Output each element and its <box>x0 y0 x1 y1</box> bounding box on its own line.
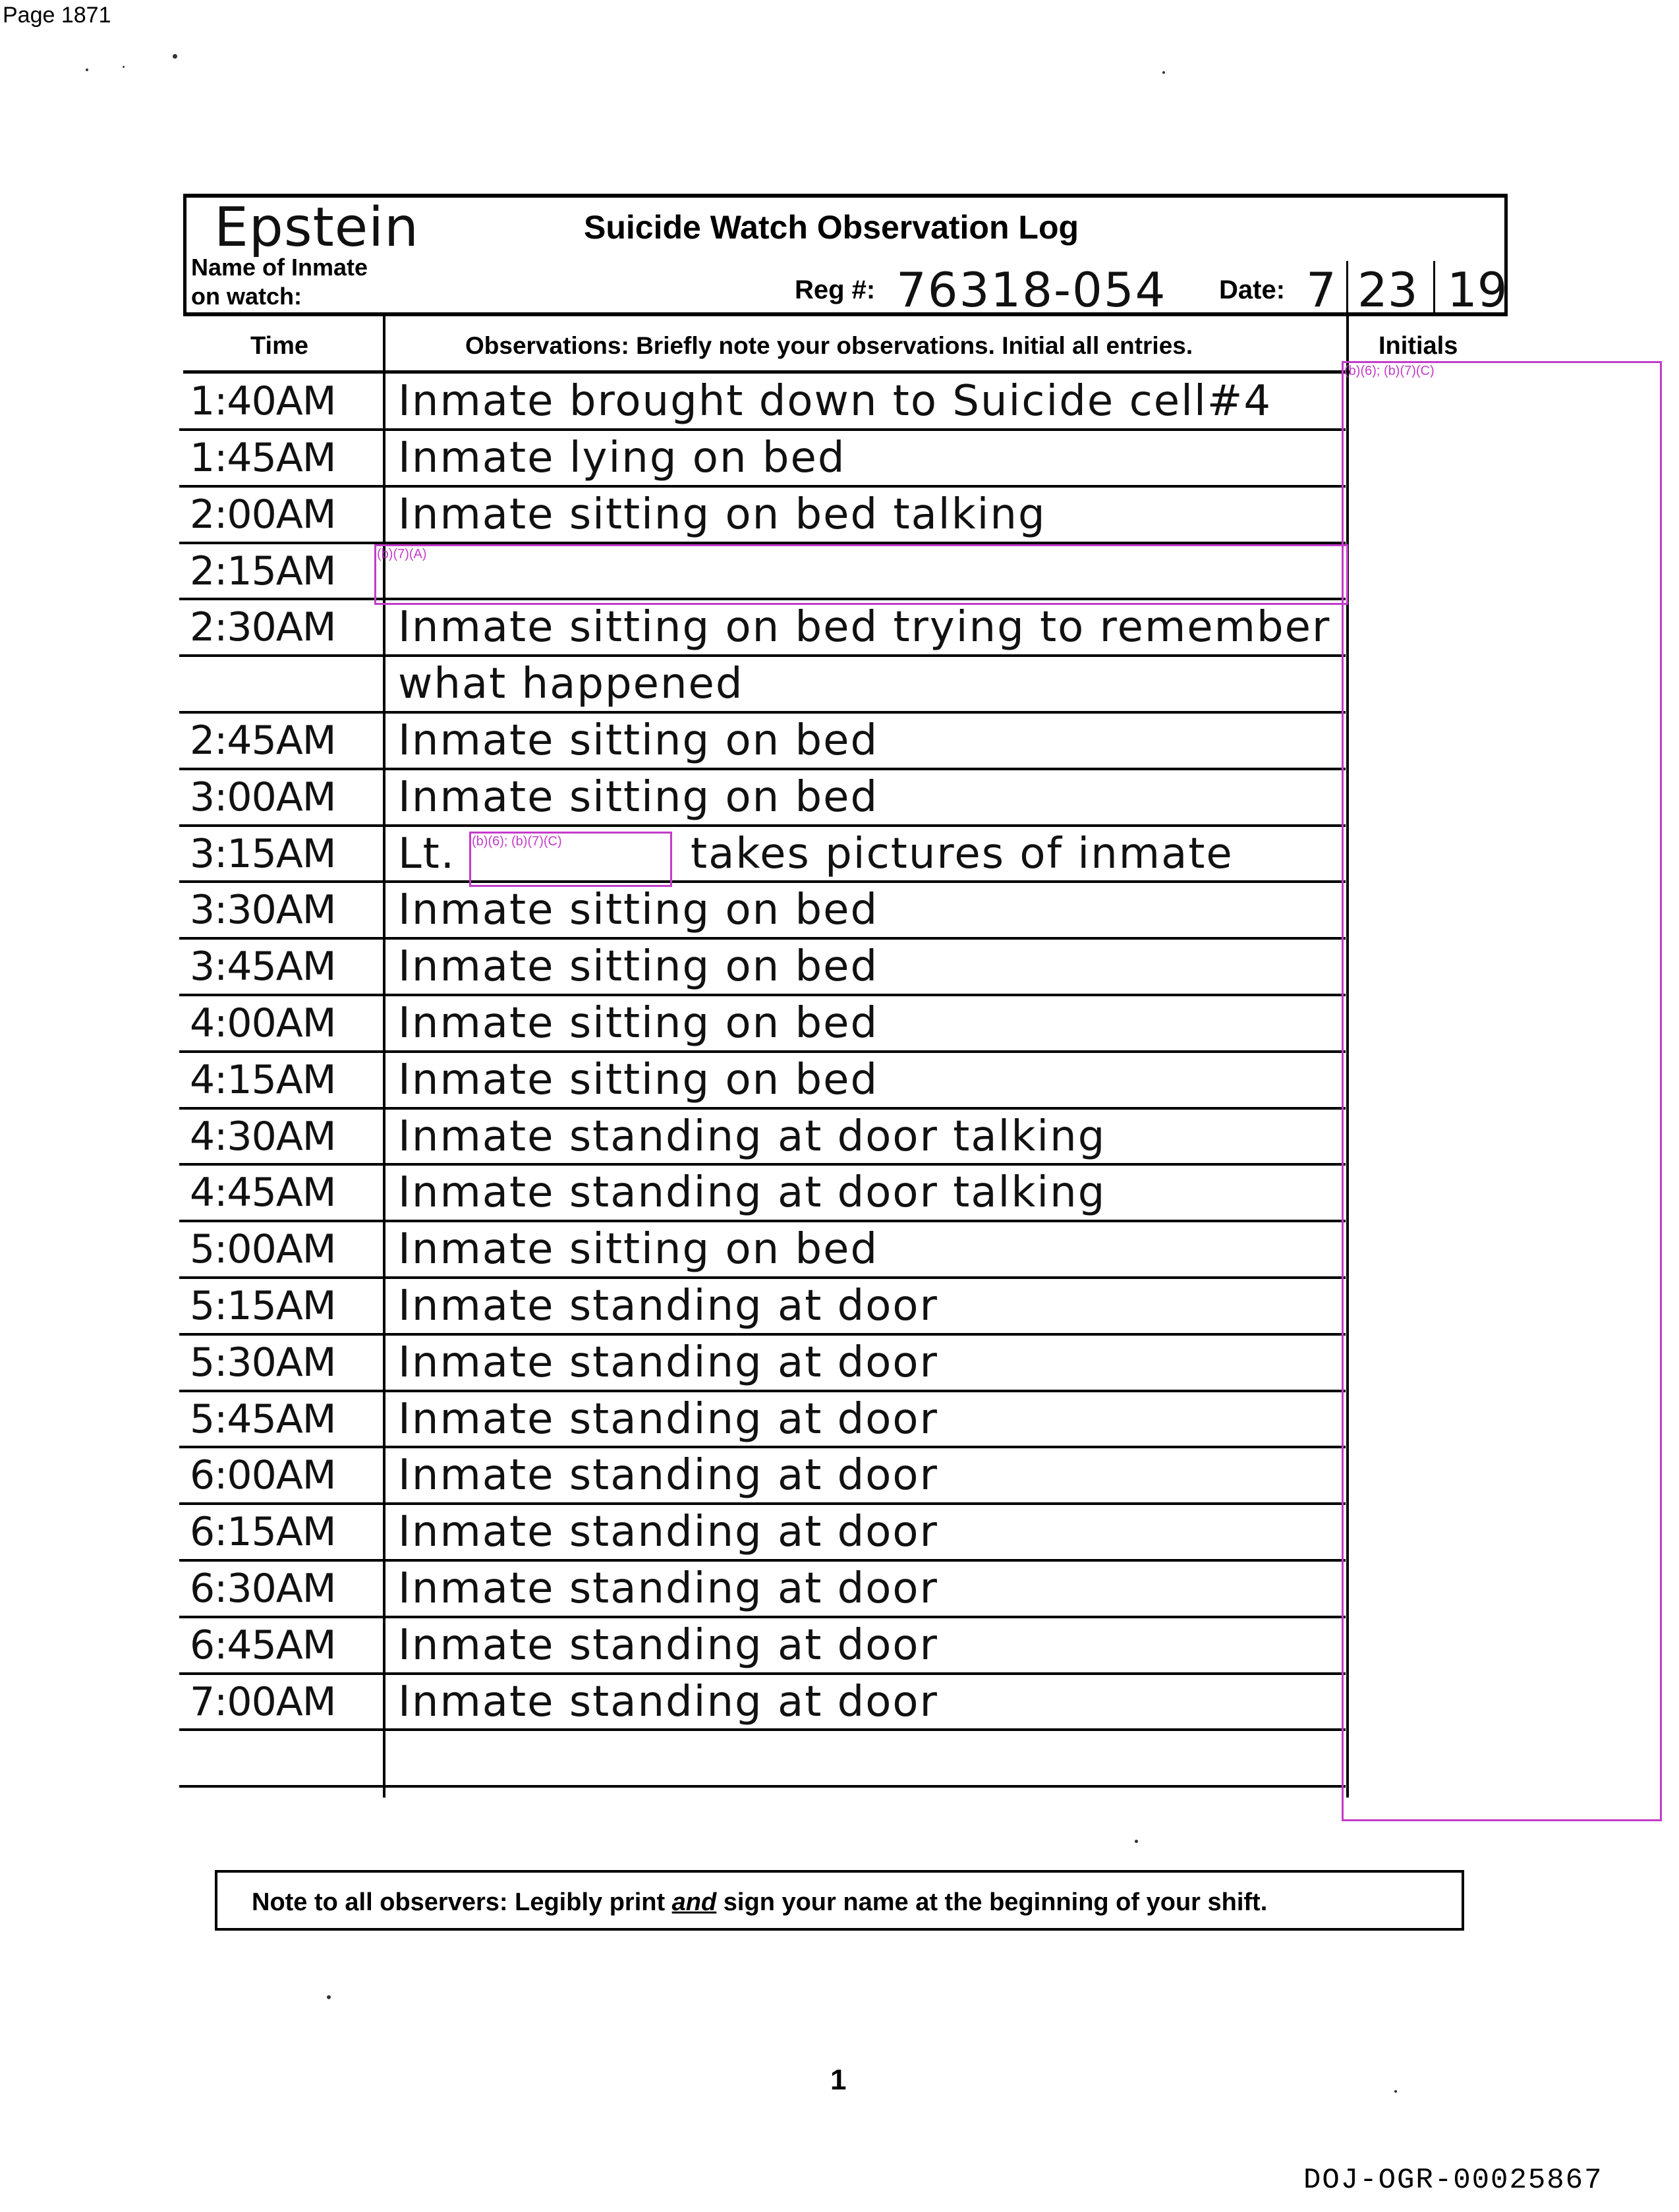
row-line <box>179 485 1346 488</box>
redaction-label: (b)(6); (b)(7)(C) <box>1344 364 1435 378</box>
entry-time: 5:00AM <box>190 1226 336 1273</box>
row-line <box>179 1050 1346 1053</box>
entry-time: 6:45AM <box>190 1622 336 1668</box>
note-text <box>252 1888 1267 1917</box>
date-label: Date: <box>1219 275 1286 304</box>
note-text-before: Note to all observers: Legibly print <box>252 1888 672 1916</box>
row-line <box>179 880 1346 883</box>
entry-observation: Inmate standing at door <box>398 1620 938 1670</box>
entry-time: 6:15AM <box>190 1509 336 1556</box>
col-header-time: Time <box>250 332 309 360</box>
entry-observation: Inmate sitting on bed <box>398 886 879 935</box>
entry-observation: Inmate sitting on bed talking <box>398 490 1046 539</box>
entry-time: 2:15AM <box>190 548 336 594</box>
entry-observation: Inmate sitting on bed <box>398 1225 879 1274</box>
entry-observation: Inmate standing at door talking <box>398 1168 1106 1218</box>
row-line <box>179 542 1346 544</box>
bates-number: DOJ-OGR-00025867 <box>1303 2164 1603 2197</box>
scan-speck <box>123 66 125 68</box>
entry-time: 4:15AM <box>190 1056 336 1103</box>
row-line <box>179 1220 1346 1222</box>
entry-observation: Inmate standing at door <box>398 1564 938 1613</box>
entry-observation: Inmate standing at door <box>398 1508 938 1557</box>
entry-time: 6:30AM <box>190 1566 336 1612</box>
entry-observation: Inmate standing at door <box>398 1282 938 1330</box>
row-line <box>179 824 1346 827</box>
scan-speck <box>1394 2090 1397 2093</box>
entry-observation: Inmate sitting on bed trying to remember <box>398 603 1331 652</box>
row-line <box>179 428 1346 431</box>
row-line <box>179 1502 1346 1505</box>
row-line <box>179 1616 1346 1618</box>
entry-time: 4:00AM <box>190 1000 336 1046</box>
name-label: Name of Inmate on watch: <box>191 254 368 310</box>
scan-speck <box>327 1995 331 1999</box>
entry-observation: Inmate sitting on bed <box>398 1055 879 1104</box>
entry-time: 3:30AM <box>190 887 336 934</box>
date-separator <box>1433 261 1435 314</box>
entry-observation: Inmate standing at door <box>398 1338 938 1387</box>
note-box <box>215 1870 1464 1931</box>
redaction-row-215 <box>374 544 1348 605</box>
row-line <box>179 654 1346 657</box>
entry-time: 2:30AM <box>190 604 336 651</box>
entry-observation: Inmate sitting on bed <box>398 772 879 822</box>
entry-time: 4:45AM <box>190 1170 336 1216</box>
scan-speck <box>1135 1840 1138 1843</box>
row-line <box>179 1785 1346 1788</box>
entry-observation: Inmate sitting on bed <box>398 942 879 992</box>
entry-time: 3:45AM <box>190 944 336 990</box>
entry-time: 1:45AM <box>190 435 336 481</box>
entry-time: 5:30AM <box>190 1339 336 1386</box>
entry-time: 4:30AM <box>190 1113 336 1160</box>
entry-time: 2:45AM <box>190 718 336 764</box>
entry-observation: Inmate sitting on bed <box>398 716 879 765</box>
entry-observation: Inmate standing at door <box>398 1451 938 1500</box>
entry-observation: Lt. <box>398 829 456 878</box>
row-line <box>179 1446 1346 1448</box>
entry-observation: Inmate lying on bed <box>398 434 846 482</box>
row-line <box>179 1107 1346 1110</box>
entry-observation-continued: takes pictures of inmate <box>691 829 1234 878</box>
entry-observation: what happened <box>398 660 744 709</box>
row-line <box>179 1390 1346 1392</box>
col-header-initials: Initials <box>1379 332 1458 360</box>
scan-speck <box>173 54 177 59</box>
scan-speck <box>86 69 88 71</box>
entry-time: 7:00AM <box>190 1678 336 1725</box>
page-label: Page 1871 <box>3 3 111 28</box>
reg-number: 76318-054 <box>896 262 1167 318</box>
row-line <box>179 1728 1346 1731</box>
entry-time: 5:15AM <box>190 1283 336 1329</box>
row-line <box>179 937 1346 940</box>
inmate-name: Epstein <box>214 196 419 259</box>
row-line <box>179 1333 1346 1336</box>
note-text-after: sign your name at the beginning of your shift. <box>716 1888 1268 1916</box>
entry-time: 1:40AM <box>190 378 336 425</box>
row-line <box>179 1163 1346 1166</box>
redaction-initials-column <box>1342 361 1662 1821</box>
date-day: 23 <box>1357 262 1418 318</box>
col-header-observations: Observations: Briefly note your observations. Initial all entries. <box>465 332 1193 359</box>
date-separator <box>1346 261 1348 314</box>
redaction-label: (b)(7)(A) <box>377 547 427 561</box>
form-title: Suicide Watch Observation Log <box>584 209 1079 246</box>
page-number: 1 <box>830 2064 847 2096</box>
row-line <box>179 768 1346 770</box>
entry-observation: Inmate brought down to Suicide cell#4 <box>398 377 1272 426</box>
row-line <box>179 1672 1346 1675</box>
reg-label: Reg #: <box>795 275 876 304</box>
row-line <box>179 1559 1346 1562</box>
entry-time: 3:00AM <box>190 774 336 820</box>
entry-observation: Inmate standing at door <box>398 1677 938 1726</box>
entry-time: 2:00AM <box>190 491 336 538</box>
row-line <box>179 994 1346 996</box>
entry-observation: Inmate standing at door talking <box>398 1112 1106 1161</box>
note-text-emphasis: and <box>671 1888 717 1916</box>
entry-time: 5:45AM <box>190 1396 336 1442</box>
scan-speck <box>1162 71 1165 74</box>
entry-observation: Inmate sitting on bed <box>398 999 879 1048</box>
entry-time: 6:00AM <box>190 1452 336 1499</box>
redaction-label: (b)(6); (b)(7)(C) <box>472 834 562 849</box>
date-year: 19 <box>1447 262 1508 318</box>
entry-time: 3:15AM <box>190 830 336 877</box>
row-line <box>179 1276 1346 1279</box>
row-line <box>179 711 1346 714</box>
date-month: 7 <box>1306 262 1336 318</box>
entry-observation: Inmate standing at door <box>398 1394 938 1444</box>
